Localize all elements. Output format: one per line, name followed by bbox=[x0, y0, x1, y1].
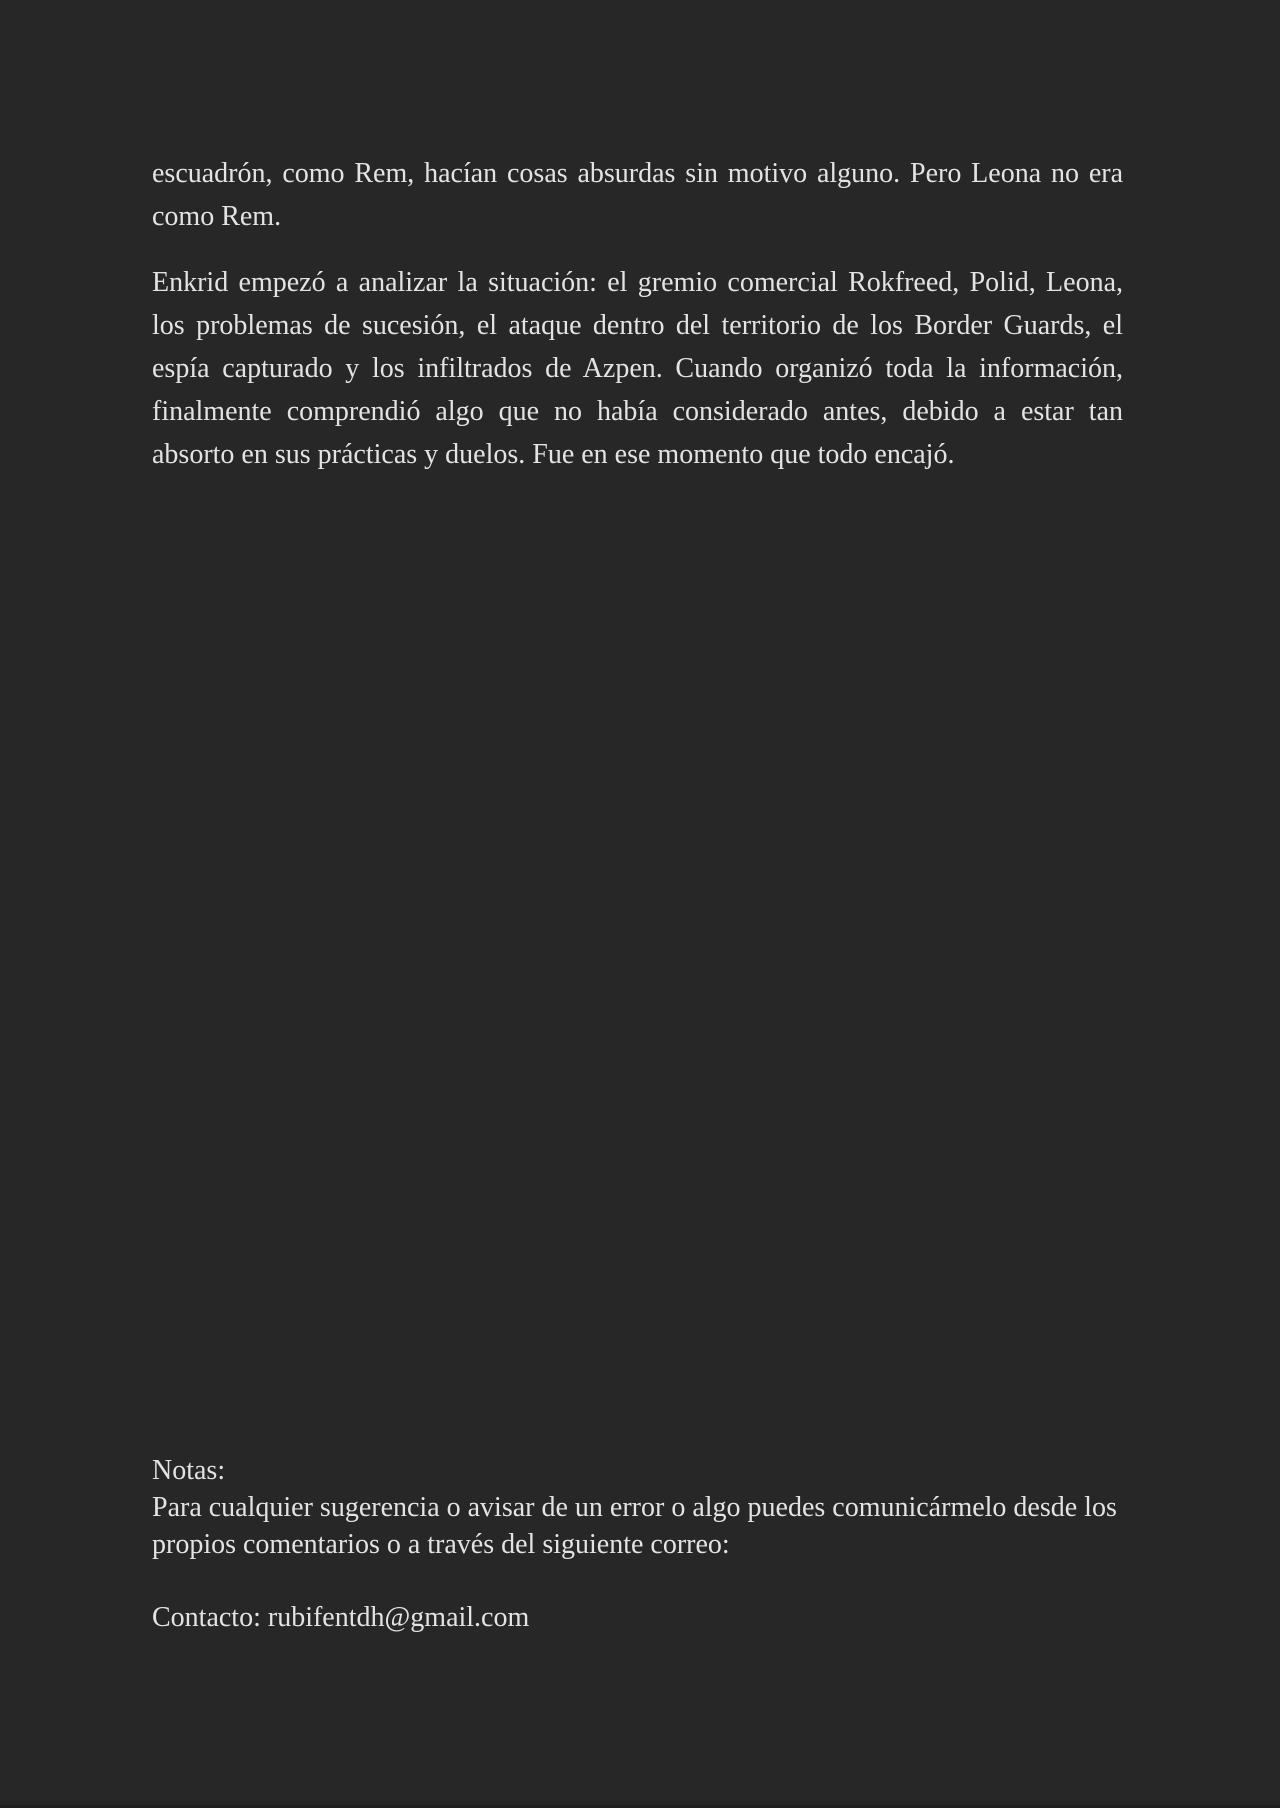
paragraph bbox=[152, 261, 1123, 476]
text-line: finalmente comprendió algo que no había considerado antes, debido a estar tan bbox=[152, 396, 1123, 427]
text-line: escuadrón, como Rem, hacían cosas absurdas sin motivo alguno. Pero Leona no era bbox=[152, 158, 1123, 189]
story-text-block bbox=[152, 152, 1123, 476]
notes-heading: Notas: bbox=[152, 1455, 226, 1486]
contact-email-line: Contacto: rubifentdh@gmail.com bbox=[152, 1602, 530, 1633]
text-line: los problemas de sucesión, el ataque dentro del territorio de los Border Guards, el bbox=[152, 310, 1123, 341]
notes-section bbox=[152, 1452, 1157, 1636]
paragraph bbox=[152, 152, 1123, 238]
notes-text-line: Para cualquier sugerencia o avisar de un error o algo puedes comunicármelo desde los bbox=[152, 1492, 1117, 1523]
text-line: como Rem. bbox=[152, 201, 282, 232]
text-line: Enkrid empezó a analizar la situación: el gremio comercial Rokfreed, Polid, Leona, bbox=[152, 267, 1123, 298]
notes-text-line: propios comentarios o a través del siguiente correo: bbox=[152, 1529, 730, 1560]
text-line: absorto en sus prácticas y duelos. Fue en ese momento que todo encajó. bbox=[152, 439, 955, 470]
text-line: espía capturado y los infiltrados de Azpen. Cuando organizó toda la información, bbox=[152, 353, 1123, 384]
